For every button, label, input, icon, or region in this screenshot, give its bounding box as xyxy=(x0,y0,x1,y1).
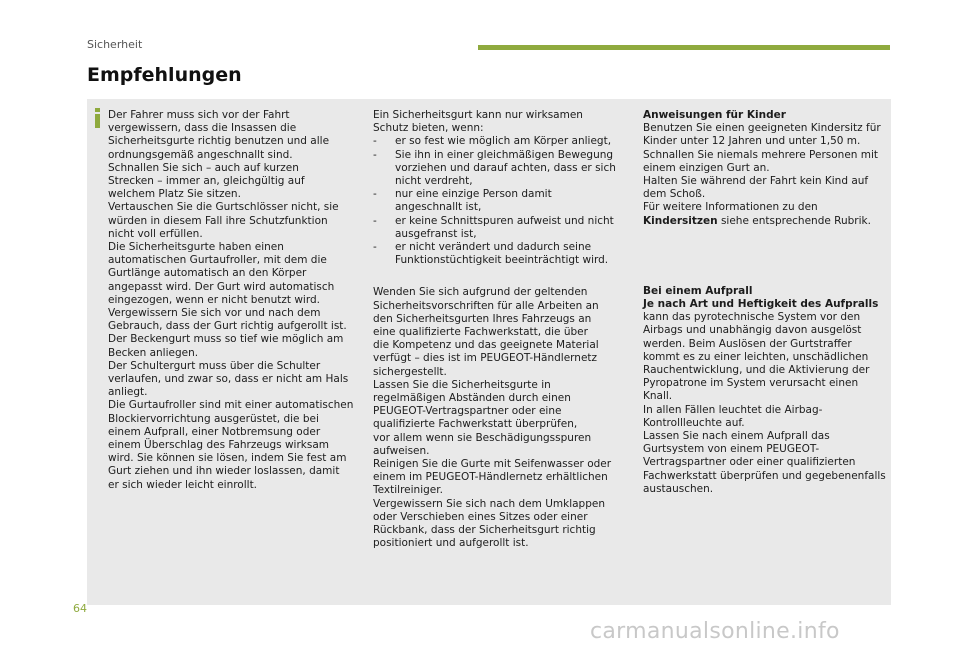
list-item: - Sie ihn in einer gleichmäßigen Bewegung vorziehen und darauf achten, dass er sich nicht verdreht, xyxy=(373,148,616,188)
child-seats-link-text: Kindersitzen xyxy=(643,214,718,227)
children-heading: Anweisungen für Kinder xyxy=(643,109,786,121)
column-general-advice xyxy=(108,109,358,492)
maintenance-text: Wenden Sie sich aufgrund der geltenden Sicherheitsvorschriften für alle Arbeiten an den Sicherheitsgurten Ihres Fahrzeugs an eine qualifizierte Fachwerkstatt, die über die Kompetenz und das geeignete Material verfügt – dies ist im PEUGEOT-Händlernetz sichergestellt. Lassen Sie die Sicherheitsgurte in regelmäßigen Abständen durch einen PEUGEOT-Vertragspartner oder eine qualifizierte Fachwerkstatt überprüfen, vor allem wenn sie Beschädigungsspuren aufweisen. Reinigen Sie die Gurte mit Seifenwasser oder einem im PEUGEOT-Händlernetz erhältlichen Textilreiniger. Vergewissern Sie sich nach dem Umklappen oder Verschieben eines Sitzes oder einer Rückbank, dass der Sicherheitsgurt richtig positioniert und aufgerollt ist. xyxy=(373,286,612,550)
conditions-intro: Ein Sicherheitsgurt kann nur wirksamen Schutz bieten, wenn: xyxy=(373,109,583,135)
list-item: - er keine Schnittspuren aufweist und nicht ausgefranst ist, xyxy=(373,214,614,240)
section-label: Sicherheit xyxy=(87,38,143,51)
children-reference: Kindersitzen siehe entsprechende Rubrik. xyxy=(643,214,871,227)
page-title: Empfehlungen xyxy=(87,64,242,86)
impact-heading: Bei einem Aufprall xyxy=(643,284,753,297)
list-item: - er so fest wie möglich am Körper anliegt, xyxy=(373,135,612,148)
page-number: 64 xyxy=(73,602,87,615)
info-icon xyxy=(93,108,101,128)
conditions-list xyxy=(373,135,629,267)
children-text: Benutzen Sie einen geeigneten Kindersitz für Kinder unter 12 Jahren und unter 1,50 m. Schnallen Sie niemals mehrere Personen mit einem einzigen Gurt an. Halten Sie während der Fahrt kein Kind auf dem Schoß. Für weitere Informationen zu den xyxy=(643,122,881,214)
column-children-impact xyxy=(643,109,889,496)
list-item: - nur eine einzige Person damit angeschnallt ist, xyxy=(373,188,552,214)
column-belt-conditions xyxy=(373,109,629,551)
watermark: carmanualsonline.info xyxy=(590,619,840,644)
header-rule xyxy=(478,45,890,50)
impact-text: kann das pyrotechnische System vor den Airbags und unabhängig davon ausgelöst werden. Beim Auslösen der Gurtstraffer kommt es zu einer leichten, unschädlichen Rauchentwicklung, und die Aktivierung der Pyropatrone im System verursacht einen Knall. In allen Fällen leuchtet die Airbag- Kontrollleuchte auf. Lassen Sie nach einem Aufprall das Gurtsystem von einem PEUGEOT- Vertragspartner oder einer qualifizierten Fachwerkstatt überprüfen und gegebenenfalls austauschen. xyxy=(643,311,886,495)
list-item: - er nicht verändert und dadurch seine Funktionstüchtigkeit beeinträchtigt wird. xyxy=(373,241,609,267)
impact-subheading: Je nach Art und Heftigkeit des Aufpralls xyxy=(643,298,879,311)
general-advice-text: Der Fahrer muss sich vor der Fahrt vergewissern, dass die Insassen die Sicherheitsgurte richtig benutzen und alle ordnungsgemäß angeschnallt sind. Schnallen Sie sich – auch auf kurzen Strecken – immer an, gleichgültig auf welchem Platz Sie sitzen. Vertauschen Sie die Gurtschlösser nicht, sie würden in diesem Fall ihre Schutzfunktion nicht voll erfüllen. Die Sicherheitsgurte haben einen automatischen Gurtaufroller, mit dem die Gurtlänge automatisch an den Körper angepasst wird. Der Gurt wird automatisch eingezogen, wenn er nicht benutzt wird. Vergewissern Sie sich vor und nach dem Gebrauch, dass der Gurt richtig aufgerollt ist. Der Beckengurt muss so tief wie möglich am Becken anliegen. Der Schultergurt muss über die Schulter verlaufen, und zwar so, dass er nicht am Hals anliegt. Die Gurtaufroller sind mit einer automatischen Blockiervorrichtung ausgerüstet, die bei einem Aufprall, einer Notbremsung oder einem Überschlag des Fahrzeugs wirksam wird. Sie können sie lösen, indem Sie fest am Gurt ziehen und ihn wieder loslassen, damit er sich wieder leicht einrollt. xyxy=(108,109,354,491)
